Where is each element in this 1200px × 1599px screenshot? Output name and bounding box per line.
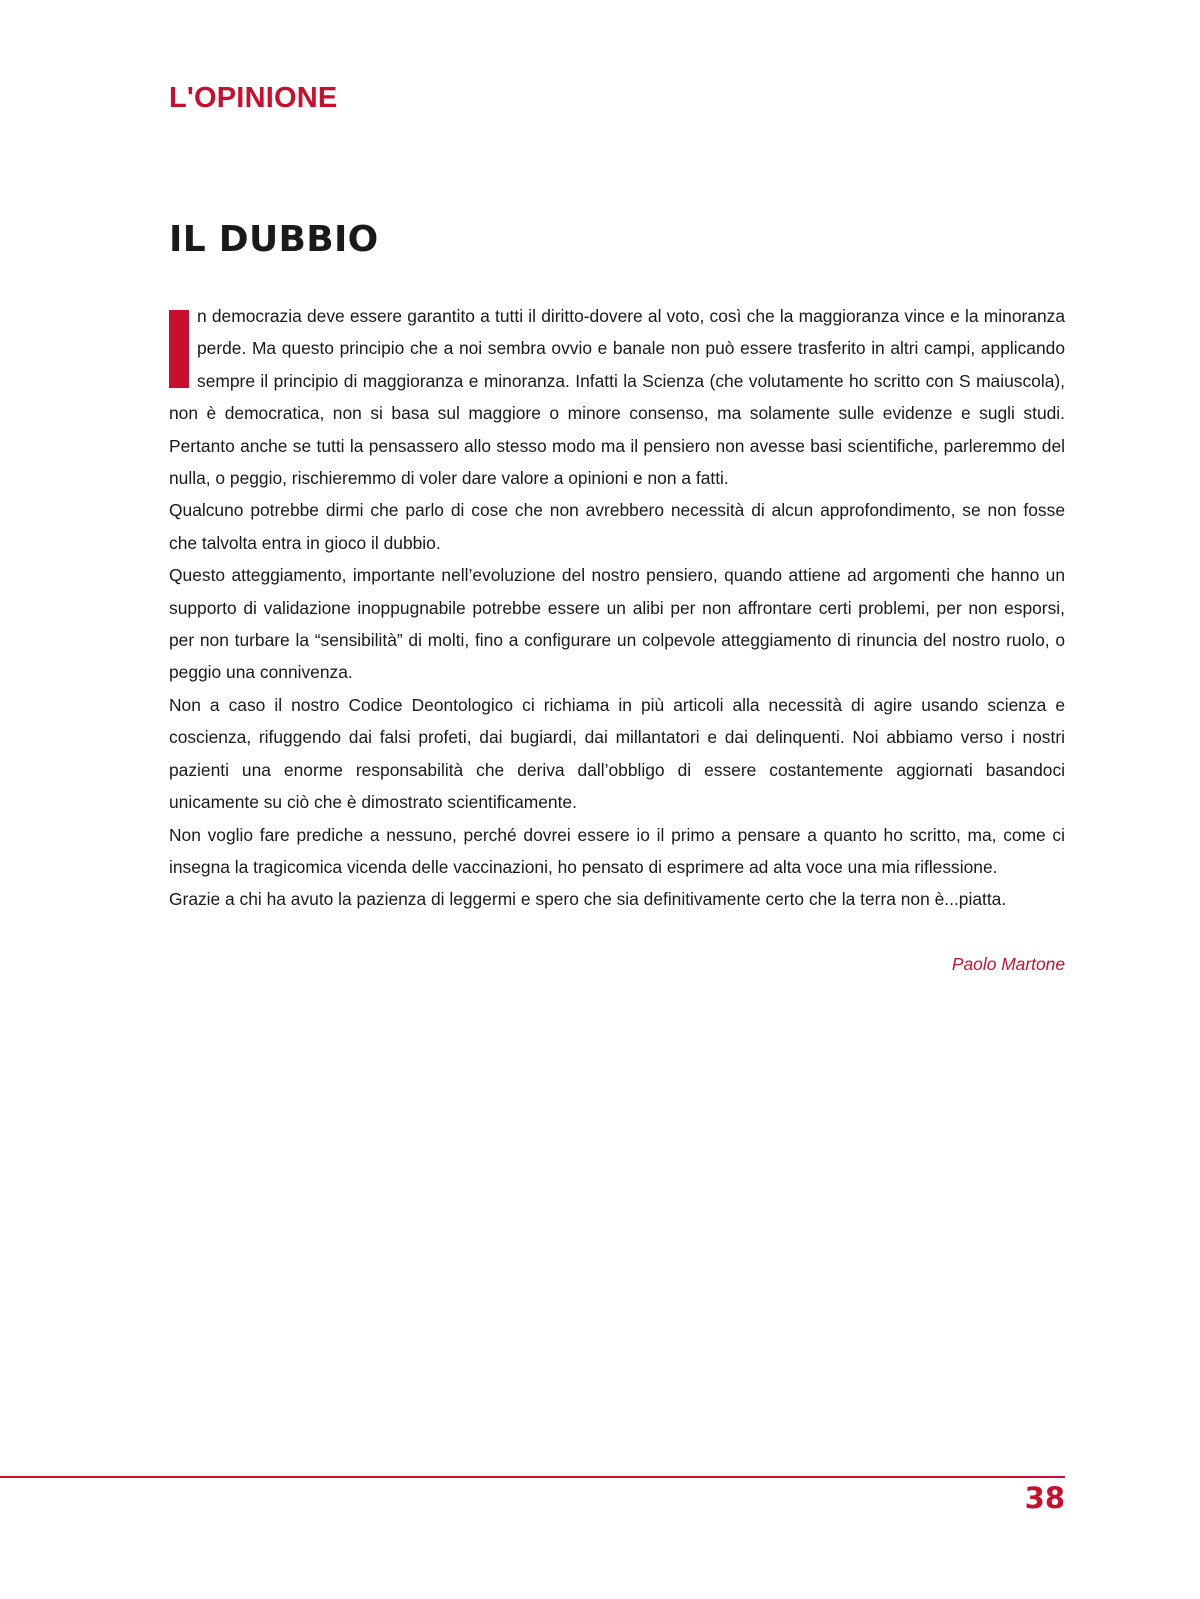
- article-paragraph: Questo atteggiamento, importante nell’evoluzione del nostro pensiero, quando attiene ad argomenti che hanno un supporto di validazione inoppugnabile potrebbe essere un alibi per non affrontare certi problemi, per non esporsi, per non turbare la “sensibilità” di molti, fino a configurare un colpevole atteggiamento di rinuncia del nostro ruolo, o peggio una connivenza.: [169, 565, 1065, 683]
- page-number: 38: [1024, 1481, 1065, 1515]
- article-paragraph: [169, 300, 1065, 494]
- article-paragraph: Non voglio fare prediche a nessuno, perché dovrei essere io il primo a pensare a quanto ho scritto, ma, come ci insegna la tragicomica vicenda delle vaccinazioni, ho pensato di esprimere ad alta voce una mia riflessione.: [169, 824, 1065, 877]
- paragraph-text: n democrazia deve essere garantito a tutti il diritto-dovere al voto, così che la maggioranza vince e la minoranza perde. Ma questo principio che a noi sembra ovvio e banale non può essere trasferito in altri campi, applicando sempre il principio di maggioranza e minoranza. Infatti la Scienza (che volutamente ho scritto con S maiuscola), non è democratica, non si basa sul maggiore o minore consenso, ma solamente sulle evidenze e sugli studi. Pertanto anche se tutti la pensassero allo stesso modo ma il pensiero non avesse basi scientifiche, parleremmo del nulla, o peggio, rischieremmo di voler dare valore a opinioni e non a fatti.: [169, 306, 1065, 489]
- section-label: L'OPINIONE: [169, 82, 338, 114]
- footer-rule: [0, 1476, 1065, 1478]
- article-body: [169, 300, 1065, 980]
- article-paragraph: Non a caso il nostro Codice Deontologico ci richiama in più articoli alla necessità di agire usando scienza e coscienza, rifuggendo dai falsi profeti, dai bugiardi, dai millantatori e dai delinquenti. Noi abbiamo verso i nostri pazienti una enorme responsabilità che deriva dall’obbligo di essere costantemente aggiornati basandoci unicamente su ciò che è dimostrato scientificamente.: [169, 694, 1065, 813]
- author-signature: Paolo Martone: [951, 953, 1065, 974]
- article-title: IL DUBBIO: [169, 219, 379, 260]
- drop-cap: I: [169, 310, 189, 388]
- article-paragraph: Qualcuno potrebbe dirmi che parlo di cose che non avrebbero necessità di alcun approfondimento, se non fosse che talvolta entra in gioco il dubbio.: [169, 500, 1065, 553]
- article-paragraph: Grazie a chi ha avuto la pazienza di leggermi e spero che sia definitivamente certo che la terra non è...piatta.: [169, 889, 1007, 910]
